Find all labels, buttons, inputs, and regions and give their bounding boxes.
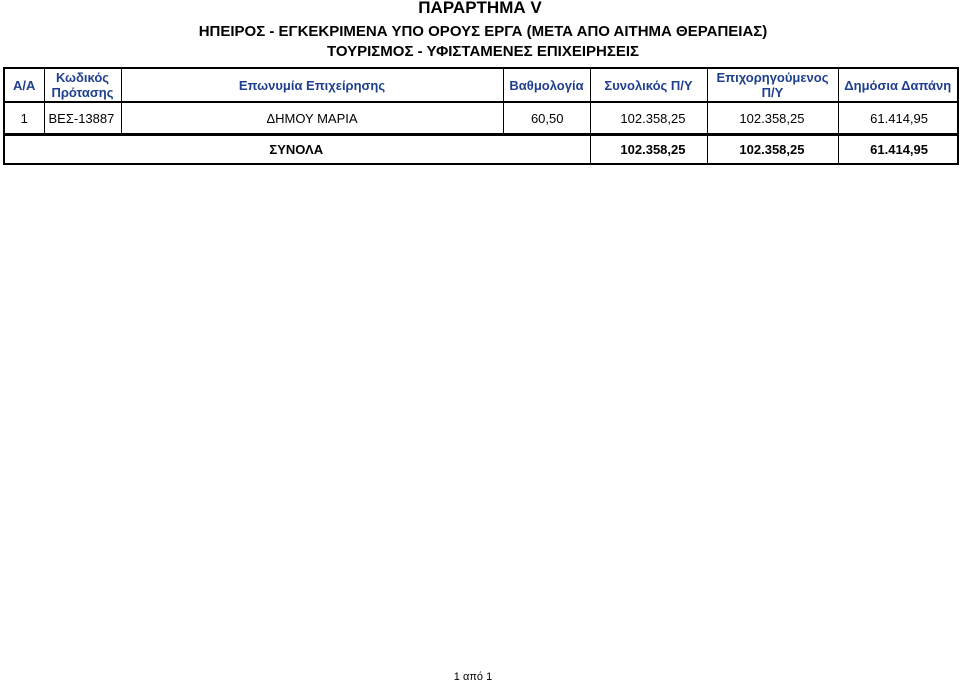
page-indicator: 1 από 1 bbox=[453, 671, 493, 683]
header-subsidized-budget-line1: Επιχορηγούμενος bbox=[716, 70, 829, 85]
table-header-row bbox=[4, 68, 958, 102]
header-proposal-code bbox=[44, 68, 121, 102]
table-row bbox=[4, 102, 958, 135]
document-subtitle-sector: ΤΟΥΡΙΣΜΟΣ - ΥΦΙΣΤΑΜΕΝΕΣ ΕΠΙΧΕΙΡΗΣΕΙΣ bbox=[326, 43, 640, 60]
totals-table bbox=[3, 133, 959, 165]
totals-subsidized-budget: 102.358,25 bbox=[707, 134, 838, 164]
header-score: Βαθμολογία bbox=[503, 68, 590, 102]
projects-table bbox=[3, 67, 959, 136]
header-aa: Α/Α bbox=[4, 68, 44, 102]
cell-public-expense: 61.414,95 bbox=[838, 102, 958, 135]
cell-proposal-code: ΒΕΣ-13887 bbox=[44, 102, 121, 135]
document-subtitle-region: ΗΠΕΙΡΟΣ - ΕΓΚΕΚΡΙΜΕΝΑ ΥΠΟ ΟΡΟΥΣ ΕΡΓΑ (ΜΕΤΑ ΑΠΟ ΑΙΤΗΜΑ ΘΕΡΑΠΕΙΑΣ) bbox=[198, 23, 768, 40]
totals-row bbox=[4, 134, 958, 164]
header-subsidized-budget-line2: Π/Υ bbox=[761, 85, 784, 100]
cell-business-name: ΔΗΜΟΥ ΜΑΡΙΑ bbox=[121, 102, 503, 135]
cell-total-budget: 102.358,25 bbox=[590, 102, 707, 135]
totals-label: ΣΥΝΟΛΑ bbox=[4, 134, 590, 164]
cell-subsidized-budget: 102.358,25 bbox=[707, 102, 838, 135]
totals-public-expense: 61.414,95 bbox=[838, 134, 958, 164]
cell-score: 60,50 bbox=[503, 102, 590, 135]
annex-title: ΠΑΡΑΡΤΗΜΑ V bbox=[418, 0, 542, 17]
header-business-name: Επωνυμία Επιχείρησης bbox=[121, 68, 503, 102]
cell-aa: 1 bbox=[4, 102, 44, 135]
totals-total-budget: 102.358,25 bbox=[590, 134, 707, 164]
header-proposal-code-line2: Πρότασης bbox=[51, 85, 114, 100]
header-total-budget: Συνολικός Π/Υ bbox=[590, 68, 707, 102]
header-proposal-code-line1: Κωδικός bbox=[55, 70, 110, 85]
header-public-expense: Δημόσια Δαπάνη bbox=[838, 68, 958, 102]
header-subsidized-budget bbox=[707, 68, 838, 102]
